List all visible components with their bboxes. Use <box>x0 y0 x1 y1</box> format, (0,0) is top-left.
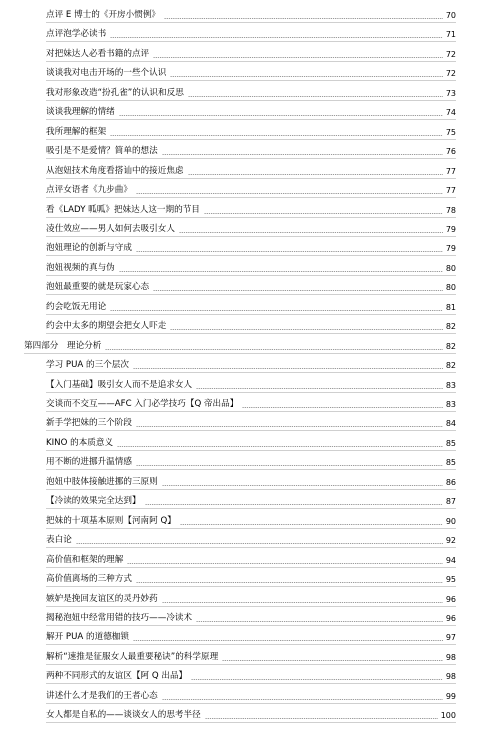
dot-leader <box>222 660 443 661</box>
dot-leader <box>110 37 443 38</box>
toc-page-number: 87 <box>445 497 456 507</box>
toc-entry-title: 交谈而不交互——AFC 入门必学技巧【Q 帝出品】 <box>46 399 239 409</box>
toc-entry-title: 泡妞视频的真与伪 <box>46 262 115 273</box>
toc-entry[interactable] <box>46 237 456 254</box>
toc-entry-title: 用不断的进挪升温情感 <box>46 457 132 468</box>
dot-leader <box>196 621 443 622</box>
dot-leader <box>110 135 443 136</box>
toc-page-number: 76 <box>445 147 456 157</box>
toc-page-number: 74 <box>445 108 456 118</box>
toc-entry[interactable] <box>46 588 456 605</box>
toc-page-number: 82 <box>445 341 456 351</box>
dot-leader <box>136 193 443 194</box>
toc-entry[interactable] <box>46 704 456 721</box>
dot-leader <box>162 154 443 155</box>
toc-page-number: 90 <box>445 516 456 526</box>
dot-leader <box>145 504 443 505</box>
dot-leader <box>191 679 443 680</box>
dot-leader <box>110 310 443 311</box>
dot-leader <box>133 368 443 369</box>
toc-entry[interactable] <box>46 510 456 527</box>
toc-entry-title: 两种不同形式的友谊区【阿 Q 出品】 <box>46 671 188 682</box>
toc-page-number: 72 <box>445 69 456 79</box>
toc-entry-title: 约会中太多的期望会把女人吓走 <box>46 321 167 332</box>
toc-entry-title: 泡妞理论的创新与守成 <box>46 243 132 254</box>
toc-entry-title: 高价值离场的三种方式 <box>46 574 132 585</box>
toc-page-number: 94 <box>445 555 456 565</box>
dot-leader <box>153 57 443 58</box>
toc-entry-title: 嫉妒是挽回友谊区的灵丹妙药 <box>46 593 158 604</box>
toc-entry[interactable] <box>46 646 456 663</box>
toc-page-number: 71 <box>445 30 456 40</box>
toc-page-number: 83 <box>445 400 456 409</box>
toc-entry[interactable] <box>46 218 456 235</box>
dot-leader <box>119 115 443 116</box>
toc-entry-title: 【冷读的效果完全达到】 <box>46 496 141 507</box>
toc-entry-title: 看《LADY 呱呱》把妹达人这一期的节目 <box>46 204 200 215</box>
toc-page-number: 95 <box>445 575 456 585</box>
toc-entry[interactable] <box>46 315 456 332</box>
toc-entry[interactable] <box>46 160 456 177</box>
toc-page-number: 73 <box>445 88 456 98</box>
toc-entry[interactable] <box>46 296 456 313</box>
toc-entry-title: 点评 E 博士的《开房小惯例》 <box>46 10 161 20</box>
toc-page-number: 80 <box>445 283 456 293</box>
toc-entry-title: 解开 PUA 的道德枷锁 <box>46 632 129 643</box>
toc-entry-title: 解析“速推是征服女人最重要秘诀”的科学原理 <box>46 651 219 662</box>
toc-entry[interactable] <box>46 412 456 429</box>
toc-page-number: 96 <box>445 594 456 604</box>
toc-page-number: 70 <box>445 11 456 20</box>
dot-leader <box>196 388 443 389</box>
toc-page-number: 82 <box>445 322 456 332</box>
dot-leader <box>136 251 443 252</box>
toc-page-number: 99 <box>445 691 456 701</box>
dot-leader <box>127 563 442 564</box>
toc-entry-title: 点评泡学必读书 <box>46 29 107 40</box>
dot-leader <box>153 290 443 291</box>
toc-entry-title: 表白论 <box>46 535 72 546</box>
toc-page-number: 78 <box>445 205 456 215</box>
toc-page-number: 84 <box>445 419 456 429</box>
toc-entry-title: 我所理解的框架 <box>46 126 107 137</box>
toc-page-number: 79 <box>445 244 456 254</box>
toc-page-number: 83 <box>445 380 456 390</box>
toc-entry-title: 高价值和框架的理解 <box>46 554 124 565</box>
toc-page-number: 81 <box>445 302 456 312</box>
toc-entry[interactable] <box>46 607 456 624</box>
toc-entry-title: 新手学把妹的三个阶段 <box>46 418 132 429</box>
toc-entry[interactable] <box>46 140 456 157</box>
toc-entry-title: 我对形象改造“扮孔雀”的认识和反思 <box>46 87 184 98</box>
toc-entry-title: 第四部分 理论分析 <box>24 340 102 351</box>
toc-entry[interactable] <box>46 490 456 507</box>
toc-page-number: 96 <box>445 613 456 623</box>
toc-entry-title: 谈谈我理解的情绪 <box>46 107 115 118</box>
dot-leader <box>136 465 443 466</box>
toc-entry-title: 讲述什么才是我们的王者心态 <box>46 690 158 701</box>
toc-entry[interactable] <box>46 432 456 449</box>
dot-leader <box>133 640 443 641</box>
toc-page-number: 75 <box>445 127 456 137</box>
dot-leader <box>170 76 442 77</box>
toc-entry[interactable] <box>46 23 456 40</box>
toc-entry[interactable] <box>46 471 456 488</box>
dot-leader <box>180 524 443 525</box>
dot-leader <box>188 174 443 175</box>
dot-leader <box>136 582 443 583</box>
toc-entry[interactable] <box>46 276 456 293</box>
dot-leader <box>188 96 443 97</box>
dot-leader <box>205 718 438 719</box>
toc-entry[interactable] <box>46 62 456 79</box>
toc-page-number: 77 <box>445 186 456 196</box>
toc-entry[interactable] <box>46 82 456 99</box>
toc-entry[interactable] <box>46 101 456 118</box>
toc-entry[interactable] <box>46 626 456 643</box>
toc-page-number: 79 <box>445 224 456 234</box>
dot-leader <box>117 446 443 447</box>
toc-entry-title: 把妹的十项基本原则【河南阿 Q】 <box>46 515 176 526</box>
dot-leader <box>162 699 443 700</box>
toc-page-number: 85 <box>445 438 456 448</box>
toc-page-number: 80 <box>445 263 456 273</box>
toc-entry[interactable] <box>46 121 456 138</box>
dot-leader <box>162 485 443 486</box>
row-divider <box>46 722 456 723</box>
dot-leader <box>179 232 443 233</box>
dot-leader <box>105 349 442 350</box>
toc-page-number: 98 <box>445 652 456 662</box>
toc-entry-title: 揭秘泡妞中经常用错的技巧——冷读术 <box>46 612 193 623</box>
toc-entry-title: KINO 的本质意义 <box>46 437 114 448</box>
toc-entry-title: 约会吃饭无用论 <box>46 301 107 312</box>
dot-leader <box>119 271 443 272</box>
toc-entry[interactable] <box>46 257 456 274</box>
toc-entry-title: 谈谈我对电击开场的一些个认识 <box>46 68 167 79</box>
toc-entry[interactable] <box>46 529 456 546</box>
toc-page-number: 97 <box>445 633 456 643</box>
toc-entry-title: 学习 PUA 的三个层次 <box>46 360 129 371</box>
toc-entry-title: 对把妹达人必看书籍的点评 <box>46 48 150 59</box>
toc-entry-title: 点评女语者《九步曲》 <box>46 185 132 196</box>
dot-leader <box>204 213 443 214</box>
toc-entry-title: 从泡妞技术角度看搭讪中的接近焦虑 <box>46 165 184 176</box>
dot-leader <box>170 329 442 330</box>
toc-entry[interactable] <box>46 374 456 391</box>
dot-leader <box>162 602 443 603</box>
toc-entry[interactable] <box>46 43 456 60</box>
toc-entry[interactable] <box>46 199 456 216</box>
toc-entry[interactable] <box>46 179 456 196</box>
toc-page-number: 85 <box>445 458 456 468</box>
toc-section-heading[interactable] <box>24 335 456 352</box>
toc-entry[interactable] <box>46 568 456 585</box>
toc-page-number: 86 <box>445 477 456 487</box>
toc-entry-title: 吸引是不是爱情？简单的想法 <box>46 146 158 157</box>
dot-leader <box>76 543 443 544</box>
toc-entry-title: 泡妞最重要的就是玩家心态 <box>46 282 150 293</box>
toc-entry[interactable] <box>46 451 456 468</box>
toc-entry[interactable] <box>46 4 456 21</box>
toc-page-number: 92 <box>445 536 456 546</box>
toc-entry-title: 女人都是自私的——谈谈女人的思考半径 <box>46 710 201 721</box>
toc-entry-title: 【入门基础】吸引女人而不是追求女人 <box>46 379 193 390</box>
toc-entry[interactable] <box>46 549 456 566</box>
toc-page-number: 72 <box>445 49 456 59</box>
toc-entry-title: 凌仕效应——男人如何去吸引女人 <box>46 223 175 234</box>
toc-page-number: 100 <box>440 711 456 721</box>
toc-entry[interactable] <box>46 685 456 702</box>
toc-page-number: 77 <box>445 166 456 176</box>
dot-leader <box>242 407 442 408</box>
toc-page-number: 98 <box>445 672 456 682</box>
dot-leader <box>164 18 443 19</box>
toc-entry-title: 泡妞中肢体接触进挪的三原则 <box>46 476 158 487</box>
toc-entry[interactable] <box>46 665 456 682</box>
dot-leader <box>136 426 443 427</box>
toc-page-number: 82 <box>445 361 456 371</box>
toc-entry[interactable] <box>46 393 456 410</box>
toc-entry[interactable] <box>46 354 456 371</box>
